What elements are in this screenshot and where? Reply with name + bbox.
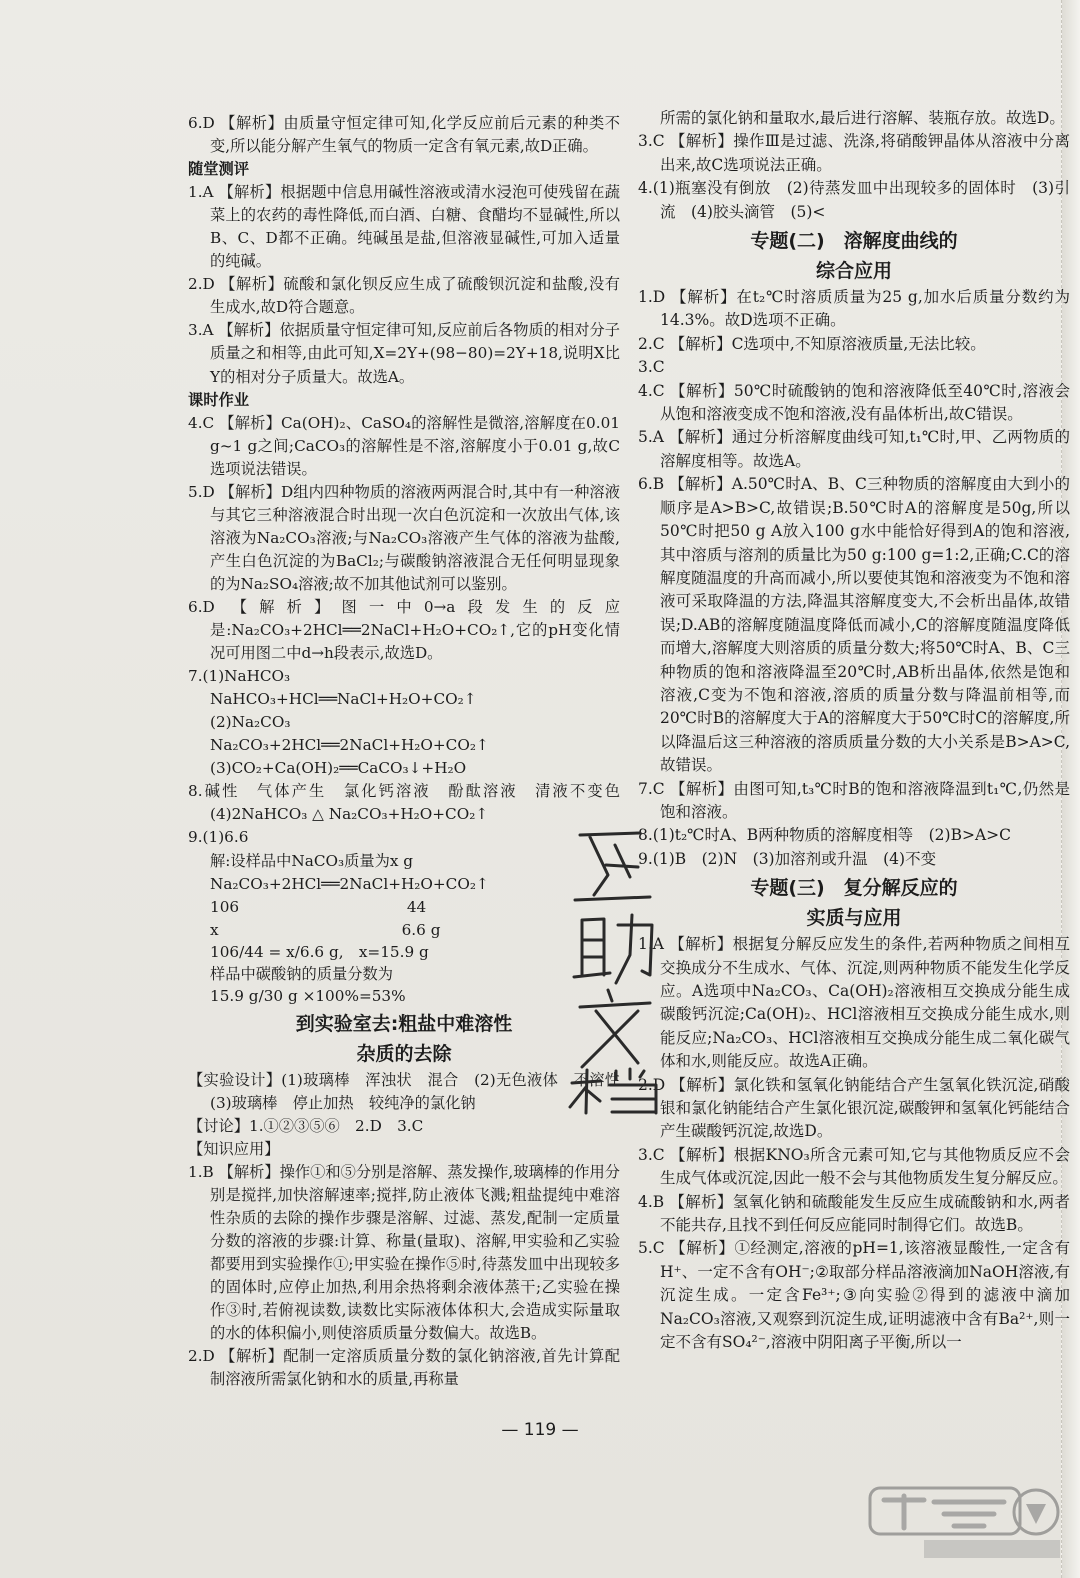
answer-paragraph: 3.C 【解析】操作Ⅲ是过滤、洗涤,将硝酸钾晶体从溶液中分离出来,故C选项说法正确。 [638, 132, 1070, 174]
answer-paragraph: 7.(1)NaHCO₃ [188, 667, 291, 686]
answer-paragraph: 7.C 【解析】由图可知,t₃℃时B的饱和溶液降温到t₁℃,仍然是饱和溶液。 [638, 779, 1070, 821]
answer-paragraph: 4.(1)瓶塞没有倒放 (2)待蒸发皿中出现较多的固体时 (3)引流 (4)胶头滴管 (5)< [638, 179, 1070, 221]
subsection-label: 随堂测评 [188, 160, 249, 179]
right-column [638, 107, 1070, 1355]
answer-paragraph: 样品中碳酸钠的质量分数为 [210, 964, 393, 983]
answer-paragraph: 2.C 【解析】C选项中,不知原溶液质量,无法比较。 [638, 334, 986, 353]
answer-paragraph: 3.A 【解析】依据质量守恒定律可知,反应前后各物质的相对分子质量之和相等,由此可知,X=2Y+(98−80)=2Y+18,说明X比Y的相对分子质量大。故选A。 [188, 321, 620, 386]
answer-paragraph: 1.A 【解析】根据题中信息用碱性溶液或清水浸泡可使残留在蔬菜上的农药的毒性降低,而白酒、白糖、食醋均不显碱性,所以B、C、D都不正确。纯碱虽是盐,但溶液显碱性,可加入适量的纯碱。 [188, 183, 620, 271]
answer-paragraph: NaHCO₃+HCl══NaCl+H₂O+CO₂↑ [210, 690, 477, 709]
answer-paragraph: 5.D 【解析】D组内四种物质的溶液两两混合时,其中有一种溶液与其它三种溶液混合时出现一次白色沉淀和一次放出气体,该溶液为Na₂CO₃溶液;与Na₂CO₃溶液产生气体的溶液为盐酸,产生白色沉淀的为BaCl₂;与碳酸钠溶液混合无任何明显现象的为Na₂SO₄溶液;故不加其他试剂可以鉴别。 [188, 482, 620, 593]
answer-paragraph: 8.(1)t₂℃时A、B两种物质的溶解度相等 (2)B>A>C [638, 826, 1011, 845]
answer-paragraph: x 6.6 g [210, 920, 441, 939]
section-heading: 到实验室去:粗盐中难溶性 [295, 1012, 513, 1035]
answer-paragraph: 5.C 【解析】①经测定,溶液的pH=1,该溶液显酸性,一定含有H⁺、一定不含有OH⁻;②取部分样品溶液滴加NaOH溶液,有沉淀生成。一定含Fe³⁺;③向实验②得到的滤液中滴加Na₂CO₃溶液,又观察到沉淀生成,证明滤液中含有Ba²⁺,则一定不含有SO₄²⁻,溶液中阴阳离子平衡,所以一 [638, 1239, 1070, 1352]
answer-paragraph: 【讨论】1.①②③⑤⑥ 2.D 3.C [188, 1116, 424, 1135]
answer-paragraph: (2)Na₂CO₃ [210, 713, 291, 732]
answer-paragraph: 所需的氯化钠和量取水,最后进行溶解、装瓶存放。故选D。 [660, 109, 1065, 127]
page-number: — 119 — [501, 1420, 579, 1440]
answer-paragraph: 9.(1)B (2)N (3)加溶剂或升温 (4)不变 [638, 849, 937, 868]
answer-paragraph: 106/44 = x/6.6 g, x=15.9 g [210, 942, 429, 961]
answer-paragraph: 1.D 【解析】在t₂℃时溶质质量为25 g,加水后质量分数约为14.3%。故D选项不正确。 [638, 288, 1070, 330]
answer-paragraph: 2.D 【解析】氯化铁和氢氧化钠能结合产生氢氧化铁沉淀,硝酸银和氯化钠能结合产生氯化银沉淀,碳酸钾和氢氧化钙能结合产生碳酸钙沉淀,故选D。 [638, 1075, 1070, 1141]
answer-paragraph: 3.C 【解析】根据KNO₃所含元素可知,它与其他物质反应不会生成气体或沉淀,因此一般不会与其他物质发生复分解反应。 [638, 1145, 1070, 1188]
left-column [188, 112, 636, 1391]
section-heading: 综合应用 [815, 260, 892, 283]
subsection-label: 课时作业 [188, 390, 249, 409]
answer-paragraph: 4.B 【解析】氢氧化钠和硫酸能发生反应生成硫酸钠和水,两者不能共存,且找不到任何反应能同时制得它们。故选B。 [638, 1192, 1070, 1235]
answer-paragraph: 5.A 【解析】通过分析溶解度曲线可知,t₁℃时,甲、乙两物质的溶解度相等。故选A。 [638, 428, 1070, 470]
answer-paragraph: 6.D 【解析】由质量守恒定律可知,化学反应前后元素的种类不变,所以能分解产生氧气的物质一定含有氧元素,故D正确。 [188, 114, 620, 156]
answer-paragraph: 4.C 【解析】50℃时硫酸钠的饱和溶液降低至40℃时,溶液会从饱和溶液变成不饱和溶液,没有晶体析出,故C错误。 [638, 381, 1070, 424]
watermark-logo [864, 1482, 1064, 1562]
answer-paragraph: 2.D 【解析】配制一定溶质质量分数的氯化钠溶液,首先计算配制溶液所需氯化钠和水的质量,再称量 [188, 1347, 620, 1389]
answer-paragraph: 解:设样品中NaCO₃质量为x g [210, 851, 414, 870]
answer-paragraph: 9.(1)6.6 [188, 828, 249, 847]
answer-paragraph: 6.D 【解析】图一中0→a段发生的反应是:Na₂CO₃+2HCl══2NaCl+H₂O+CO₂↑,它的pH变化情况可用图二中d→h段表示,故选D。 [188, 597, 620, 663]
answer-paragraph: (3)CO₂+Ca(OH)₂══CaCO₃↓+H₂O [210, 759, 467, 778]
answer-paragraph: 106 44 [210, 897, 427, 916]
answer-paragraph: 15.9 g/30 g ×100%=53% [210, 986, 406, 1005]
answer-paragraph: 2.D 【解析】硫酸和氯化钡反应生成了硫酸钡沉淀和盐酸,没有生成水,故D符合题意。 [188, 275, 620, 317]
answer-paragraph: 1.A 【解析】根据复分解反应发生的条件,若两种物质之间相互交换成分不生成水、气体、沉淀,则两种物质不能发生化学反应。A选项中Na₂CO₃、Ca(OH)₂溶液相互交换成分能生成碳酸钙沉淀;Ca(OH)₂、HCl溶液相互交换成分能生成水,则能反应;Na₂CO₃、HCl溶液相互交换成分能生成二氧化碳气体和水,则能反应。故选A正确。 [638, 935, 1070, 1071]
section-heading: 杂质的去除 [356, 1042, 452, 1065]
answer-paragraph: 4.C 【解析】Ca(OH)₂、CaSO₄的溶解性是微溶,溶解度在0.01 g~1 g之间;CaCO₃的溶解性是不溶,溶解度小于0.01 g,故C选项说法错误。 [188, 413, 620, 478]
answer-paragraph: Na₂CO₃+2HCl══2NaCl+H₂O+CO₂↑ [210, 736, 489, 755]
answer-paragraph: 6.B 【解析】A.50℃时A、B、C三种物质的溶解度由大到小的顺序是A>B>C,故错误;B.50℃时A的溶解度是50g,所以50℃时把50 g A放入100 g水中能恰好得到A的饱和溶液,其中溶质与溶剂的质量比为50 g:100 g=1:2,正确;C.C的溶解度随温度的升高而减小,所以要使其饱和溶液变为不饱和溶液可采取降温的方法,降温其溶解度变大,不会析出晶体,故错误;D.AB的溶解度随温度降低而减小,C的溶解度随温度降低而增大,溶解度大则溶质的质量分数大;将50℃时A、B、C三种物质的饱和溶液降温至20℃时,AB析出晶体,依然是饱和溶液,C变为不饱和溶液,溶质的质量分数与降温前相等,而20℃时B的溶解度大于A的溶解度大于50℃时C的溶解度,所以降温后这三种溶液的溶质质量分数的大小关系是B>A>C,故错误。 [638, 475, 1070, 775]
section-heading: 专题(二) 溶解度曲线的 [750, 230, 958, 253]
answer-paragraph: 【知识应用】 [188, 1139, 280, 1158]
answer-paragraph: 8.碱性 气体产生 氯化钙溶液 酚酞溶液 清液不变色 (4)2NaHCO₃ △ Na₂CO₃+H₂O+CO₂↑ [188, 782, 636, 824]
answer-paragraph: Na₂CO₃+2HCl══2NaCl+H₂O+CO₂↑ [210, 874, 489, 893]
section-heading: 专题(三) 复分解反应的 [750, 877, 958, 900]
answer-paragraph: 1.B 【解析】操作①和⑤分别是溶解、蒸发操作,玻璃棒的作用分别是搅拌,加快溶解速率;搅拌,防止液体飞溅;粗盐提纯中难溶性杂质的去除的操作步骤是溶解、过滤、蒸发,配制一定质量分数的溶液的步骤:计算、称量(量取)、溶解,甲实验和乙实验都要用到实验操作①;甲实验在操作⑤时,待蒸发皿中出现较多的固体时,应停止加热,利用余热将剩余液体蒸干;乙实验在操作③时,若俯视读数,读数比实际液体体积大,会造成实际量取的水的体积偏小,则使溶质质量分数偏大。故选B。 [188, 1162, 620, 1343]
answer-paragraph: 【实验设计】(1)玻璃棒 浑浊状 混合 (2)无色液体 不溶性 (3)玻璃棒 停止加热 较纯净的氯化钠 [188, 1070, 636, 1112]
answer-paragraph: 3.C [638, 358, 665, 377]
section-heading: 实质与应用 [806, 907, 902, 930]
